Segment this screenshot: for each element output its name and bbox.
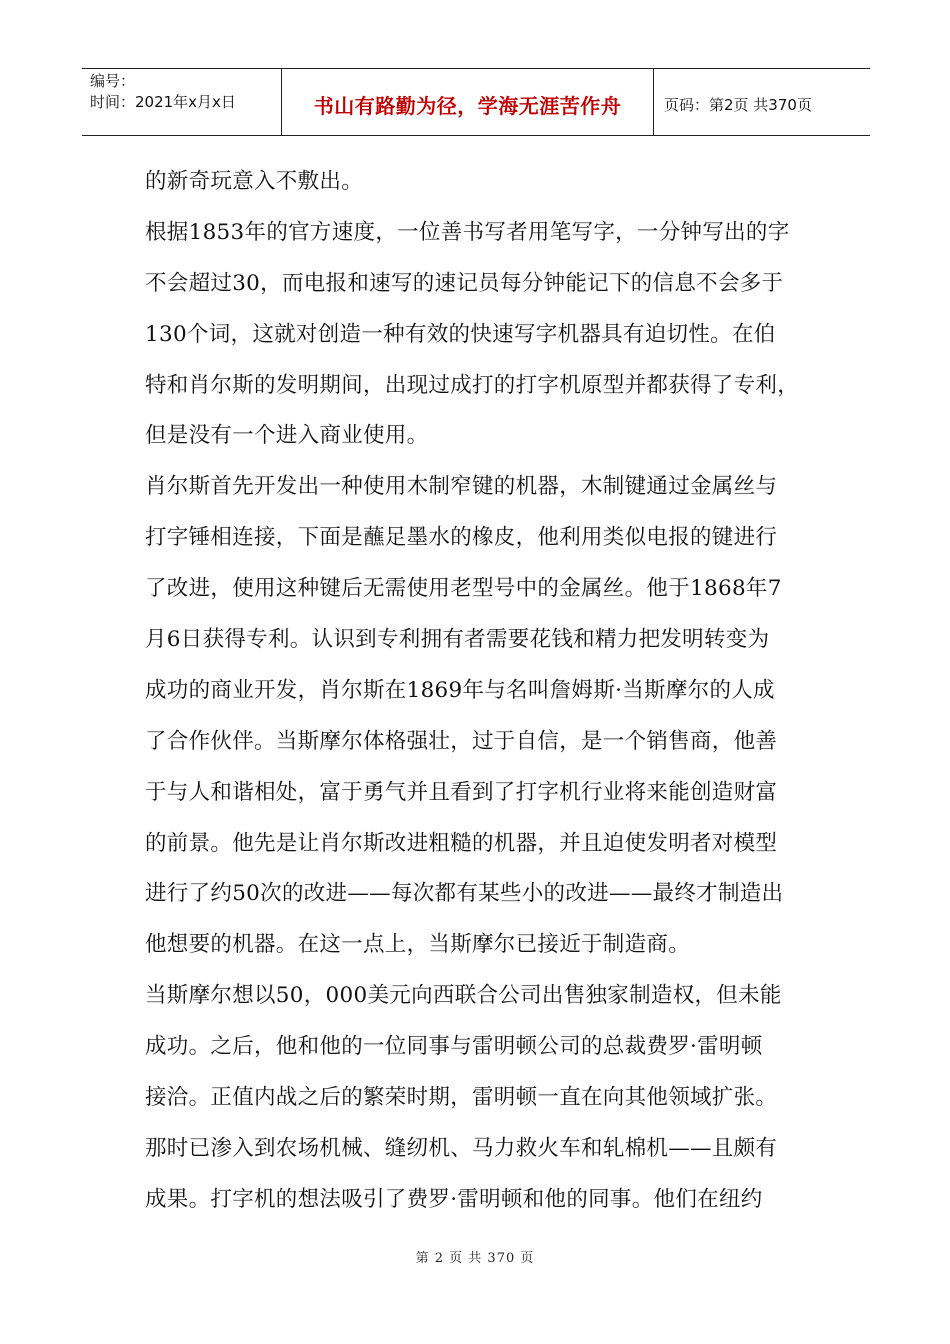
- body-line: 于与人和谐相处，富于勇气并且看到了打字机行业将来能创造财富: [145, 779, 778, 805]
- header-motto: 书山有路勤为径，学海无涯苦作舟: [282, 69, 654, 135]
- body-line: 他想要的机器。在这一点上，当斯摩尔已接近于制造商。: [145, 932, 691, 958]
- body-line: 了改进，使用这种键后无需使用老型号中的金属丝。他于1868年7: [145, 576, 782, 602]
- page-header: [82, 68, 870, 136]
- body-line: 接洽。正值内战之后的繁荣时期，雷明顿一直在向其他领域扩张。: [145, 1085, 778, 1111]
- body-line: 根据1853年的官方速度，一位善书写者用笔写字，一分钟写出的字: [145, 219, 790, 245]
- header-meta-cell: [82, 69, 282, 135]
- body-line: 成功的商业开发，肖尔斯在1869年与名叫詹姆斯·当斯摩尔的人成: [145, 677, 775, 703]
- body-line: 的新奇玩意入不敷出。: [145, 169, 364, 194]
- page-footer: 第 2 页 共 370 页: [415, 1251, 535, 1266]
- document-body: [145, 157, 810, 1226]
- body-line: 进行了约50次的改进——每次都有某些小的改进——最终才制造出: [145, 881, 784, 907]
- body-line: 打字锤相连接，下面是蘸足墨水的橡皮，他利用类似电报的键进行: [145, 525, 778, 551]
- body-line: 月6日获得专利。认识到专利拥有者需要花钱和精力把发明转变为: [145, 627, 770, 653]
- document-date: 时间：2021年x月x日: [90, 93, 236, 111]
- body-line: 成果。打字机的想法吸引了费罗·雷明顿和他的同事。他们在纽约: [145, 1186, 763, 1212]
- body-line: 不会超过30，而电报和速写的速记员每分钟能记下的信息不会多于: [145, 270, 784, 296]
- body-line: 130个词，这就对创造一种有效的快速写字机器具有迫切性。在伯: [145, 321, 776, 347]
- body-line: 特和肖尔斯的发明期间，出现过成打的打字机原型并都获得了专利，: [145, 372, 800, 398]
- header-page-info: 页码：第2页 共370页: [664, 95, 812, 114]
- body-line: 当斯摩尔想以50，000美元向西联合公司出售独家制造权，但未能: [145, 983, 782, 1009]
- body-line: 那时已渗入到农场机械、缝纫机、马力救火车和轧棉机——且颇有: [145, 1135, 778, 1161]
- body-line: 了合作伙伴。当斯摩尔体格强壮，过于自信，是一个销售商，他善: [145, 728, 778, 754]
- document-code-label: 编号：: [90, 72, 136, 90]
- body-line: 的前景。他先是让肖尔斯改进粗糙的机器，并且迫使发明者对模型: [145, 830, 778, 856]
- body-line: 成功。之后，他和他的一位同事与雷明顿公司的总裁费罗·雷明顿: [145, 1034, 763, 1060]
- body-line: 肖尔斯首先开发出一种使用木制窄键的机器，木制键通过金属丝与: [145, 474, 778, 500]
- body-line: 但是没有一个进入商业使用。: [145, 423, 429, 449]
